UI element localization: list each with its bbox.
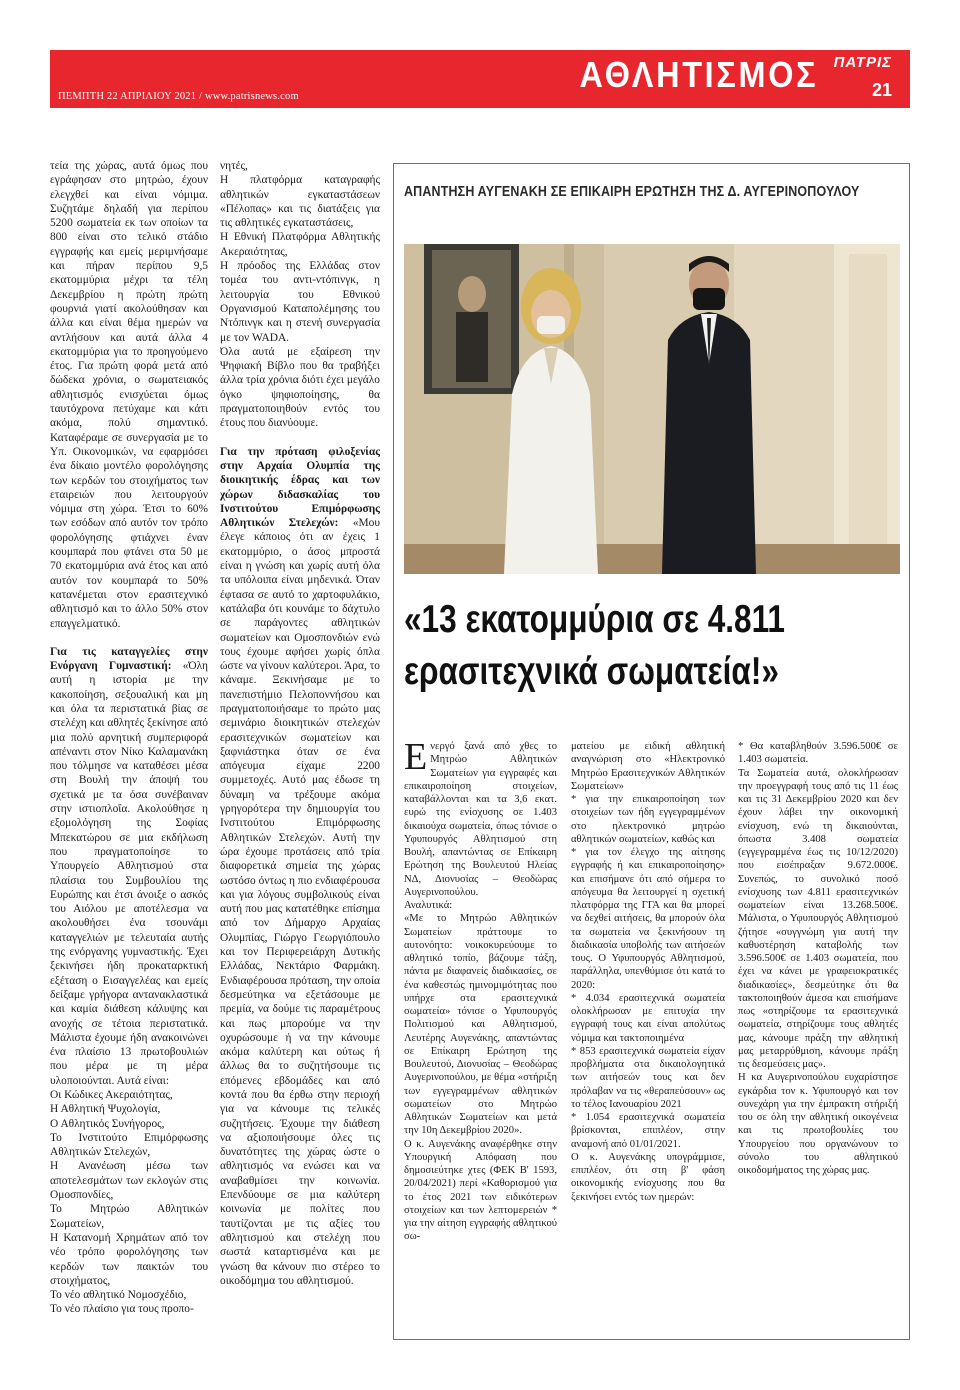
- paragraph: «Όλη αυτή η ιστορία με την κακοποίηση, σεξουαλική και μη και όλα τα περιστατικά βίας σε στελέχη και αθλητές ξεκίνησε από μια πολύ αρνητική συμπεριφορά απέναντι στον Νίκο Καλαμανάκη που τόλμησε να καταθέσει μέσα στη Βουλή την άποψή του σχετικά με τα όσα συνέβαιναν στην ιστιοπλοΐα. Ακολούθησε η εξομολόγηση της Σοφίας Μπεκατώρου σε μια εκδήλωση που πραγματοποίησε το Υπουργείο Αθλητισμού στα πλαίσια του Συμβουλίου της Ευρώπης και έτσι άνοιξε ο ασκός του Αιόλου με αποτέλεσμα να ακολουθήσει ένα τσουνάμι καταγγελιών με τελευταία αυτής της ενόργανης γυμναστικής. Έχει ξεκινήσει ήδη προκαταρκτική εξέταση ο Εισαγγελέας και εμείς δείξαμε γρήγορα αντανακλαστικά και καμία διάθεση κάλυψης και ανοχής σε τέτοια περιστατικά. Μάλιστα έχουμε ήδη ανακοινώνει ένα πλαίσιο 13 πρωτοβουλιών που μέρα με τη μέρα υλοποιούνται. Αυτά είναι:: [50, 660, 208, 1087]
- photo-illustration: [404, 244, 900, 574]
- list-item: Οι Κώδικες Ακεραιότητας,: [50, 1089, 173, 1101]
- article-headline: [404, 594, 814, 698]
- section-title: ΑΘΛΗΤΙΣΜΟΣ: [579, 54, 818, 95]
- paragraph: Αναλυτικά:: [404, 900, 453, 911]
- lead-text: νεργό ξανά από χθες το Μητρώο Αθλητικών Σωματείων για εγγραφές και επικαιροποίηση στοιχείων, καταβάλλονται και τα 3,6 εκατ. ευρώ της ενίσχυσης σε 1.403 δικαιούχα σωματεία, όπως τόνισε ο Υφυπουργός Αθλητισμού στη Βουλή, απαντώντας σε Επίκαιρη Ερώτηση της Βουλευτού Ηλείας ΝΔ, Διονυσίας – Θεοδώρας Αυγερινοπούλου.: [404, 741, 557, 898]
- subheading: [220, 445, 380, 1289]
- paragraph: «Μου έλεγε κάποιος ότι αν έχεις 1 εκατομμύριο, ο άσος μπροστά είναι η γνώση και χωρίς αυτή όλα τα υπόλοιπα είναι μηδενικά. Όταν έφτασα σε αυτό το χαρτοφυλάκιο, κατάλαβα ότι κουνάμε το δάχτυλο σε παράγοντες αθλητικών σωματείων και Ομοσπονδιών ενώ τους έχουμε αφήσει χωρίς όπλα ώστε να γίνουν καλύτεροι. Άρα, το κάναμε. Ξεκινήσαμε με το πανεπιστήμιο Πελοποννήσου και πραγματοποιήσαμε το πρώτο μας σεμινάριο διοικητικών στελεχών ερασιτεχνικών σωματείων και ξαφνιάστηκα όταν σε ένα απόγευμα είχαμε 2200 συμμετοχές. Αυτό μας έδωσε τη δύναμη να τρέξουμε ακόμα γρηγορότερα την δημιουργία του Ινστιτούτου Επιμόρφωσης Αθλητικών Στελεχών. Αυτή την ώρα έχουμε προτάσεις από τρία διαφορετικά σημεία της χώρας ωστόσο όντως η πιο ενδιαφέρουσα και για λόγους συμβολικούς είναι αυτή που μας κατατέθηκε επίσημα από τον Δήμαρχο Αρχαίας Ολυμπίας, Γιώργο Γεωργιόπουλο και τον Περιφερειάρχη Δυτικής Ελλάδας, Νεκτάριο Φαρμάκη. Ενδιαφέρουσα πρόταση, την οποία δεσμεύτηκα να εξετάσουμε με πρεμία, να δούμε τις παραμέτρους και πως μπορούμε να την οχυρώσουμε ή να την κάνουμε ακόμα καλύτερη και ούτως ή άλλως θα το συζητήσουμε τις επόμενες εβδομάδες και από κοντά που θα έρθω στην περιοχή για να κάνουμε τις τελικές συζητήσεις. Έχουμε την διάθεση να αξιοποιήσουμε όλες τις δυνατότητες της χώρας ώστε ο αθλητισμός να ενώσει και να αναβαθμίσει την κοινωνία. Επενδύουμε σε μια καλύτερη κοινωνία με πολίτες που ταυτίζονται με τις αξίες του αθλητισμού και στελέχη που σωστά καταρτισμένα και με γνώση θα κάνουν πιο στέρεο το οικοδόμημα του αθλητισμού.: [220, 517, 380, 1287]
- issue-date: ΠΕΜΠΤΗ 22 ΑΠΡΙΛΙΟΥ 2021 / www.patrisnews.com: [58, 91, 299, 102]
- left-column-2: [220, 159, 380, 1339]
- paragraph: * Θα καταβληθούν 3.596.500€ σε 1.403 σωματεία.: [738, 741, 898, 766]
- article-photo: [404, 244, 900, 574]
- list-item: Η πρόοδος της Ελλάδας στον τομέα του αντι-ντόπινγκ, η λειτουργία του Εθνικού Οργανισμού Καταπολέμησης του Ντόπινγκ και η στενή συνεργασία με τον WADA.: [220, 260, 380, 344]
- headline-line-1: «13 εκατομμύρια σε 4.811: [404, 598, 785, 641]
- paragraph: Τα Σωματεία αυτά, ολοκλήρωσαν την προεγγραφή τους από τις 11 έως και τις 31 Δεκεμβρίου 2020 και δεν έχουν λάβει την οικονομική ενίσχυση, ενώ τη δικαιούνται, όπωστα 3.408 σωματεία (εγγεγραμμένα έως τις 10/12/2020) που εισέπραξαν 9.672.000€. Συνεπώς, το συνολικό ποσό ενίσχυσης των 4.811 ερασιτεχνικών σωματείων είναι 13.268.500€. Μάλιστα, ο Υφυπουργός Αθλητισμού ζήτησε «συγγνώμη για αυτή την καθυστέρηση καταβολής των 3.596.500€ σε 1.403 σωματεία, που έχει να κάνει με γραφειοκρατικές διαδικασίες», δεσμεύτηκε ότι θα τακτοποιηθούν άμεσα και επισήμανε πως «στηρίζουμε τα ερασιτεχνικά σωματεία, στηρίζουμε τους αθλητές μας, κάνουμε πράξη την αθλητική μας μεταρρύθμιση, κάνουμε πράξη τις δεσμεύσεις μας».: [738, 767, 898, 1070]
- article-kicker: ΑΠΑΝΤΗΣΗ ΑΥΓΕΝΑΚΗ ΣΕ ΕΠΙΚΑΙΡΗ ΕΡΩΤΗΣΗ ΤΗΣ Δ. ΑΥΓΕΡΙΝΟΠΟΥΛΟΥ: [404, 184, 860, 200]
- article-box: [393, 163, 910, 1340]
- paragraph: «Με το Μητρώο Αθλητικών Σωματείων πράττουμε το αυτονόητο: νοικοκυρεύουμε το αθλητικό τοπίο, βάζουμε τάξη, πάντα με διαφανείς διαδικασίες, σε ένα καθεστώς ημινομιμότητας που υπήρχε στα ερασιτεχνικά σωματεία» τόνισε ο Υφυπουργός Πολιτισμού και Αθλητισμού, Λευτέρης Αυγενάκης, απαντώντας σε Επίκαιρη Ερώτηση της Βουλευτού, Διονυσίας – Θεοδώρας Αυγερινοπούλου, με θέμα «στήριξη των εγγεγραμμένων αθλητικών σωματείων στο Μητρώο Αθλητικών Σωματείων και μετά την 10η Δεκεμβρίου 2020».: [404, 913, 557, 1137]
- list-item: νητές,: [220, 160, 248, 172]
- article-column-2: [571, 740, 725, 1330]
- list-item: Το Ινστιτούτο Επιμόρφωσης Αθλητικών Στελεχών,: [50, 1131, 208, 1159]
- article-column-1: [404, 740, 557, 1330]
- paragraph: Η κα Αυγερινοπούλου ευχαρίστησε εγκάρδια τον κ. Υφυπουργό και τον συνεχάρη για την έμπρακτη στήριξή του σε όλη την αθλητική οικογένεια και τις πρωτοβουλίες του Υπουργείου που οργανώνουν το σύνολο του αθλητικού οικοδομήματος της χώρας μας.: [738, 1072, 898, 1176]
- paragraph: Ο κ. Αυγενάκης αναφέρθηκε στην Υπουργική Απόφαση που δημοσιεύτηκε χτες (ΦΕΚ Β' 1593, 20/04/2021) περί «Καθορισμού για το έτος 2021 των ειδικότερων στοιχείων και των λεπτομερειών * για την αίτηση εγγραφής αθλητικού σω-: [404, 1138, 557, 1243]
- list-item: Ο Αθλητικός Συνήγορος,: [50, 1117, 165, 1130]
- article-column-3: [738, 740, 898, 1330]
- paragraph: Όλα αυτά με εξαίρεση την Ψηφιακή Βίβλο που θα τραβήξει άλλα τρία χρόνια διότι έχει μεγάλο όγκο ψηφιοποίησης, θα πραγματοποιηθούν εντός του έτους που διανύουμε.: [220, 345, 380, 430]
- newspaper-logo: ΠΑΤΡΙΣ: [833, 54, 892, 71]
- paragraph: Ο κ. Αυγενάκης υπογράμμισε, επιπλέον, ότι στη β' φάση οικονομικής ενίσχυσης που θα ξεκινήσει εντός των ημερών:: [571, 1151, 725, 1203]
- list-item: Η Κατανομή Χρημάτων από τον νέο τρόπο φορολόγησης των κερδών των παικτών του στοιχήματος,: [50, 1231, 208, 1287]
- list-item: Η Αθλητική Ψυχολογία,: [50, 1103, 161, 1116]
- list-item: Το νέο αθλητικό Νομοσχέδιο,: [50, 1289, 187, 1302]
- paragraph: * για τον έλεγχο της αίτησης εγγραφής ή και επικαιροποίησης» και επισήμανε ότι από σήμερα το απόγευμα θα λειτουργεί η σχετική πλατφόρμα της ΓΓΑ και θα μπορεί να δεχθεί αιτήσεις, θα μπορούν όλα τα σωματεία να ξεκινήσουν τη διαδικασία υποβολής των αιτήσεών τους. Ο Υφυπουργός Αθλητισμού, παράλληλα, υπενθύμισε ότι κατά το 2020:: [571, 847, 725, 991]
- subheading: [50, 645, 208, 1088]
- lead-paragraph: [404, 740, 557, 899]
- subheading-text: Για την πρόταση φιλοξενίας στην Αρχαία Ολυμπία της διοικητικής έδρας και των χώρων διδασκαλίας του Ινστιτούτου Επιμόρφωσης Αθλητικών Στελεχών:: [220, 445, 380, 530]
- list-item: Το Μητρώο Αθλητικών Σωματείων,: [50, 1203, 208, 1230]
- list-item: Η Εθνική Πλατφόρμα Αθλητικής Ακεραιότητας,: [220, 231, 380, 258]
- left-column-1: [50, 159, 208, 1339]
- page-number: 21: [871, 80, 892, 100]
- list-item: Η Ανανέωση μέσω των αποτελεσμάτων των εκλογών στις Ομοσπονδίες,: [50, 1160, 208, 1202]
- paragraph: τεία της χώρας, αυτά όμως που εγράφησαν στο μητρώο, έχουν ελεγχθεί και είναι νόμιμα. Συζητάμε δηλαδή για περίπου 5200 σωματεία εκ των οποίων τα 800 είναι στο τελικό στάδιο εγγραφής και εμείς μεριμνήσαμε και πήραν περίπου 9,5 εκατομμύρια μέχρι τα τέλη Δεκεμβρίου η πρώτη πρώτη φουρνιά γιατί ακολούθησαν και άλλα και είναι θέμα ημερών να αντλήσουν και αυτά άλλα 4 εκατομμύρια για το προηγούμενο έτος. Για πρώτη φορά μετά από δώδεκα χρόνια, ο σωματειακός αθλητισμός ενισχύεται όμως ταυτόχρονα πετύχαμε και κάτι ακόμα, πολύ σημαντικό. Καταφέραμε σε συνεργασία με το Υπ. Οικονομικών, να εφαρμόσει ένα δίκαιο μοντέλο φορολόγησης των κερδών του στοιχήματος των εταιρειών που λειτουργούν νόμιμα στη χώρα. Έτσι το 60% των εσόδων από αυτόν τον τρόπο φορολόγησης φτιάχνει έναν κουμπαρά που φτάνει στα 50 με 70 εκατομμύρια ανά έτος και από αυτόν τον κουμπαρά το 50% κατανέμεται στον ερασιτεχνικό αθλητισμό και το άλλο 50% στον επαγγελματικό.: [50, 160, 208, 630]
- paragraph: ματείου με ειδική αθλητική αναγνώριση στο «Ηλεκτρονικό Μητρώο Ερασιτεχνικών Αθλητικών Σωματείων»: [571, 741, 725, 792]
- headline-line-2: ερασιτεχνικά σωματεία!»: [404, 650, 779, 693]
- page-header: [50, 50, 910, 108]
- drop-cap: Ε: [404, 740, 428, 778]
- list-item: Το νέο πλαίσιο για τους προπο-: [50, 1303, 194, 1316]
- paragraph: * για την επικαιροποίηση των στοιχείων των ήδη εγγεγραμμένων στο ηλεκτρονικό μητρώο αθλητικών σωματείων, καθώς και: [571, 794, 725, 845]
- paragraph: * 853 ερασιτεχνικά σωματεία είχαν προβλήματα στα δικαιολογητικά των αιτήσεών τους και δεν πρόλαβαν να τις «θεραπεύσουν» ως το τέλος Ιανουαρίου 2021: [571, 1045, 725, 1110]
- list-item: Η πλατφόρμα καταγραφής αθλητικών εγκαταστάσεων «Πέλοπας» και τις διατάξεις για τις αθλητικές εγκαταστάσεις,: [220, 174, 380, 230]
- subheading-text: Για τις καταγγελίες στην Ενόργανη Γυμναστική:: [50, 645, 208, 673]
- paragraph: * 4.034 ερασιτεχνικά σωματεία ολοκλήρωσαν με επιτυχία την εγγραφή τους και είναι απολύτως νόμιμα και τακτοποιημένα: [571, 992, 725, 1044]
- paragraph: * 1.054 ερασιτεχνικά σωματεία βρίσκονται, επιπλέον, στην αναμονή από 01/01/2021.: [571, 1112, 725, 1150]
